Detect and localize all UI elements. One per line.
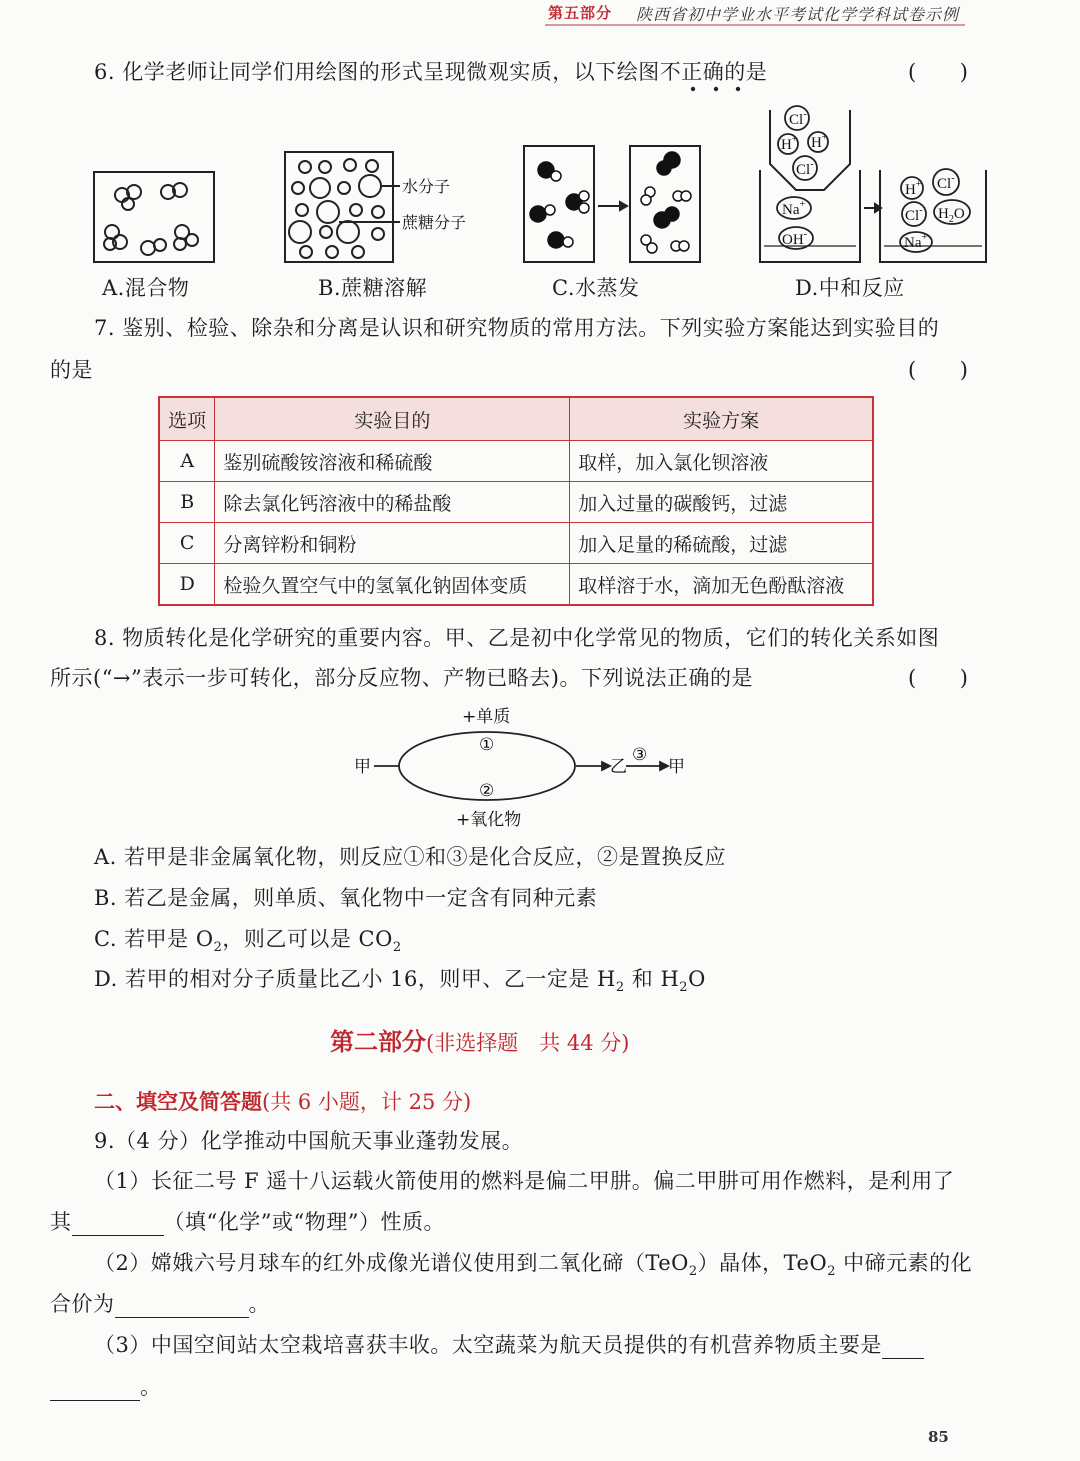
- svg-text:H+: H+: [811, 132, 828, 151]
- q7-answer-paren[interactable]: ( ): [908, 358, 969, 382]
- label-water-molecule: 水分子: [402, 177, 451, 196]
- svg-text:Na+: Na+: [782, 199, 806, 218]
- header-part: 第五部分: [548, 4, 613, 22]
- table-cell: 鉴别硫酸铵溶液和稀硫酸: [215, 441, 570, 482]
- q8-diagram: [340, 700, 700, 835]
- table-row: [159, 523, 873, 564]
- table-header: 选项: [159, 397, 215, 441]
- q9-part1-line1: （1）长征二号 F 遥十八运载火箭使用的燃料是偏二甲肼。偏二甲肼可用作燃料，是利用了: [94, 1169, 955, 1193]
- q6-answer-paren[interactable]: ( ): [908, 60, 969, 84]
- label-jia-2: 甲: [668, 757, 685, 777]
- svg-text:H+: H+: [781, 134, 798, 153]
- emphasis-dots: [680, 84, 750, 94]
- q9-stem: 9.（4 分）化学推动中国航天事业蓬勃发展。: [94, 1129, 524, 1153]
- q8-option-d[interactable]: D. 若甲的相对分子质量比乙小 16，则甲、乙一定是 $H_2$ 和 $H_2O$: [94, 967, 706, 996]
- svg-text:Cl-: Cl-: [796, 159, 814, 178]
- answer-blank-3a[interactable]: [882, 1336, 924, 1359]
- diagram-d-left-beaker: [760, 170, 860, 262]
- header-title: 陕西省初中学业水平考试化学学科试卷示例: [636, 5, 960, 24]
- table-header: 实验目的: [215, 397, 570, 441]
- label-sugar-molecule: 蔗糖分子: [402, 213, 467, 232]
- table-header-row: [159, 397, 873, 441]
- q9-part2-line1: （2）嫦娥六号月球车的红外成像光谱仪使用到二氧化碲（TeO$_2$）晶体，TeO$_2$ 中碲元素的化: [94, 1251, 973, 1280]
- svg-text:Na+: Na+: [904, 232, 928, 251]
- label-plus-oxide: +氧化物: [456, 810, 522, 830]
- table-cell: 除去氯化钙溶液中的稀盐酸: [215, 482, 570, 523]
- label-yi: 乙: [610, 757, 627, 777]
- q6-option-d[interactable]: D.中和反应: [795, 276, 905, 300]
- table-row: [159, 441, 873, 482]
- svg-text:H2O: $H_2O$: [938, 206, 965, 225]
- answer-blank-1[interactable]: [72, 1213, 164, 1236]
- table-row: [159, 482, 873, 523]
- q6-option-c[interactable]: C.水蒸发: [552, 276, 640, 300]
- section-heading: 二、填空及简答题(共 6 小题，计 25 分): [94, 1089, 472, 1114]
- q6-option-a[interactable]: A.混合物: [102, 276, 190, 300]
- q9-part3-line1: （3）中国空间站太空栽培喜获丰收。太空蔬菜为航天员提供的有机营养物质主要是: [94, 1331, 924, 1359]
- table-cell: 检验久置空气中的氢氧化钠固体变质: [215, 564, 570, 606]
- q6-option-b[interactable]: B.蔗糖溶解: [318, 276, 428, 300]
- q6-stem: 6. 化学老师让同学们用绘图的形式呈现微观实质，以下绘图不正确的是: [94, 60, 768, 84]
- q9-part3-line2: 。: [50, 1373, 162, 1401]
- svg-text:H+: H+: [905, 179, 922, 198]
- label-jia: 甲: [354, 757, 371, 777]
- svg-text:OH-: OH-: [782, 229, 808, 248]
- table-cell: C: [159, 523, 215, 564]
- svg-text:Cl-: Cl-: [905, 205, 923, 224]
- label-reaction-3: ③: [632, 745, 648, 765]
- part2-title: 第二部分: [330, 1027, 426, 1056]
- label-plus-element: +单质: [462, 707, 511, 727]
- q8-stem-line2: 所示(“→”表示一步可转化，部分反应物、产物已略去)。下列说法正确的是: [50, 666, 753, 690]
- q8-option-b[interactable]: B. 若乙是金属，则单质、氧化物中一定含有同种元素: [94, 886, 598, 910]
- table-cell: 加入足量的稀硫酸，过滤: [570, 523, 873, 564]
- svg-text:Cl-: Cl-: [937, 173, 955, 192]
- page-number: 85: [928, 1428, 949, 1446]
- q8-option-c[interactable]: C. 若甲是 $O_2$，则乙可以是 $CO_2$: [94, 927, 402, 956]
- q9-part2-line2: 合价为 。: [50, 1292, 270, 1316]
- table-cell: D: [159, 564, 215, 606]
- q8-stem-line1: 8. 物质转化是化学研究的重要内容。甲、乙是初中化学常见的物质，它们的转化关系如图: [94, 626, 940, 650]
- q7-table: [158, 396, 874, 606]
- q7-stem-line2: 的是: [50, 358, 93, 382]
- table-cell: 分离锌粉和铜粉: [215, 523, 570, 564]
- answer-blank-3b[interactable]: [50, 1378, 140, 1401]
- q8-option-a[interactable]: A. 若甲是非金属氧化物，则反应①和③是化合反应，②是置换反应: [94, 845, 727, 869]
- label-reaction-1: ①: [479, 735, 495, 755]
- table-row: [159, 564, 873, 606]
- table-cell: A: [159, 441, 215, 482]
- table-header: 实验方案: [570, 397, 873, 441]
- label-reaction-2: ②: [479, 781, 495, 801]
- part2-subtitle: (非选择题 共 44 分): [426, 1031, 630, 1055]
- q6-diagrams: [80, 100, 1000, 280]
- ion-cl-top: Cl-: [789, 109, 807, 128]
- answer-blank-2[interactable]: [115, 1295, 249, 1318]
- q6-emphasis: 不正确: [659, 60, 725, 84]
- q9-part1-line2: 其 （填“化学”或“物理”）性质。: [50, 1210, 445, 1234]
- table-cell: 加入过量的碳酸钙，过滤: [570, 482, 873, 523]
- table-cell: 取样，加入氯化钡溶液: [570, 441, 873, 482]
- table-cell: B: [159, 482, 215, 523]
- part2-heading: [330, 1022, 629, 1057]
- table-cell: 取样溶于水，滴加无色酚酞溶液: [570, 564, 873, 606]
- q8-answer-paren[interactable]: ( ): [908, 666, 969, 690]
- q7-stem-line1: 7. 鉴别、检验、除杂和分离是认识和研究物质的常用方法。下列实验方案能达到实验目的: [94, 316, 940, 340]
